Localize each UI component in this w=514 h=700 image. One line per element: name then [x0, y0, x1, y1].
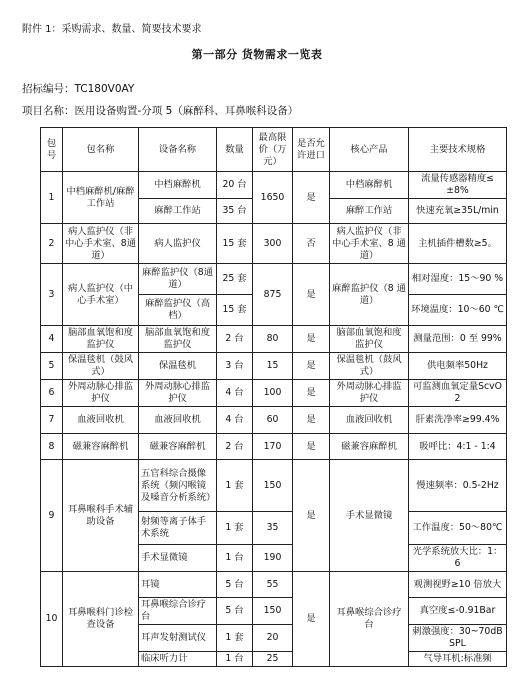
- header-cell: 核心产品: [330, 128, 409, 172]
- quantity: 3 台: [217, 353, 253, 380]
- package-number: 9: [41, 460, 63, 572]
- quantity: 1 套: [217, 625, 253, 652]
- equipment-name: 中档麻醉机: [139, 172, 217, 199]
- core-product: 病人监护仪（非中心手术室、8 通道）: [330, 224, 409, 264]
- tech-spec: 肝素洗净率≥99.4%: [409, 407, 507, 434]
- header-cell: 包名称: [63, 128, 139, 172]
- package-name: 病人监护仪（非中心手术室、8通道）: [63, 224, 139, 264]
- equipment-name: 麻醉监护仪（8通道）: [139, 264, 217, 295]
- tech-spec: 吸呼比：4:1 - 1:4: [409, 434, 507, 460]
- header-cell: 设备名称: [139, 128, 217, 172]
- equipment-name: 麻醉监护仪（高档）: [139, 295, 217, 326]
- table-header-row: [41, 128, 507, 172]
- core-product: 磁兼容麻醉机: [330, 434, 409, 460]
- package-number: 7: [41, 407, 63, 434]
- bid-number: 招标编号：TC180V0AY: [22, 83, 135, 95]
- import-allowed: 是: [293, 264, 330, 326]
- import-allowed: 是: [293, 407, 330, 434]
- header-cell: 包号: [41, 128, 63, 172]
- tech-spec: 工作温度：50～80℃: [409, 512, 507, 545]
- quantity: 5 台: [217, 598, 253, 625]
- table-row: [41, 434, 507, 460]
- import-allowed: 是: [293, 460, 330, 572]
- max-price: 170: [253, 434, 293, 460]
- equipment-name: 射频等离子体手术系统: [139, 512, 217, 545]
- max-price: 190: [253, 545, 293, 572]
- table-row: [41, 353, 507, 380]
- max-price: 300: [253, 224, 293, 264]
- package-number: 4: [41, 326, 63, 353]
- header-cell: 主要技术规格: [409, 128, 507, 172]
- tech-spec: 可监测血氧定量ScvO2: [409, 380, 507, 407]
- tech-spec: 刺激强度：30~70dB SPL: [409, 625, 507, 652]
- equipment-name: 手术显微镜: [139, 545, 217, 572]
- tech-spec: 气导耳机:标准频: [409, 652, 507, 667]
- header-cell: 最高限价（万元）: [253, 128, 293, 172]
- tech-spec: 流量传感器精度≤±8%: [409, 172, 507, 199]
- package-number: 2: [41, 224, 63, 264]
- tech-spec: 供电频率50Hz: [409, 353, 507, 380]
- equipment-name: 耳镜: [139, 572, 217, 598]
- max-price: 875: [253, 264, 293, 326]
- tech-spec: 快速充氧≥35L/min: [409, 199, 507, 224]
- package-number: 8: [41, 434, 63, 460]
- tech-spec: 光学系统放大比：1：6: [409, 545, 507, 572]
- import-allowed: 否: [293, 224, 330, 264]
- quantity: 15 套: [217, 224, 253, 264]
- equipment-name: 临床听力计: [139, 652, 217, 667]
- header-cell: 是否允许进口: [293, 128, 330, 172]
- max-price: 150: [253, 598, 293, 625]
- import-allowed: 是: [293, 380, 330, 407]
- tech-spec: 慢速频率：0.5-2Hz: [409, 460, 507, 512]
- page-title: 第一部分 货物需求一览表: [191, 48, 323, 61]
- quantity: 1 台: [217, 545, 253, 572]
- core-product: 麻醉工作站: [330, 199, 409, 224]
- package-name: 血液回收机: [63, 407, 139, 434]
- package-number: 3: [41, 264, 63, 326]
- max-price: 35: [253, 512, 293, 545]
- equipment-name: 脑部血氧饱和度监护仪: [139, 326, 217, 353]
- max-price: 1650: [253, 172, 293, 224]
- quantity: 35 台: [217, 199, 253, 224]
- package-name: 耳鼻喉科门诊检查设备: [63, 572, 139, 667]
- max-price: 20: [253, 625, 293, 652]
- import-allowed: 是: [293, 326, 330, 353]
- max-price: 100: [253, 380, 293, 407]
- core-product: 中档麻醉机: [330, 172, 409, 199]
- requirements-table: [40, 127, 507, 667]
- table-row: [41, 172, 507, 199]
- core-product: 手术显微镜: [330, 460, 409, 572]
- core-product: 保温毯机（鼓风式）: [330, 353, 409, 380]
- table-row: [41, 380, 507, 407]
- quantity: 4 台: [217, 380, 253, 407]
- package-name: 病人监护仪（中心手术室）: [63, 264, 139, 326]
- table-row: [41, 572, 507, 598]
- table-row: [41, 326, 507, 353]
- equipment-name: 保温毯机: [139, 353, 217, 380]
- package-name: 保温毯机（鼓风式）: [63, 353, 139, 380]
- import-allowed: 是: [293, 572, 330, 667]
- table-row: [41, 407, 507, 434]
- quantity: 4 台: [217, 407, 253, 434]
- package-name: 中档麻醉机/麻醉工作站: [63, 172, 139, 224]
- tech-spec: 观测视野≥10 倍放大: [409, 572, 507, 598]
- package-number: 6: [41, 380, 63, 407]
- package-name: 耳鼻喉科手术辅助设备: [63, 460, 139, 572]
- core-product: 麻醉监护仪（8 通道）: [330, 264, 409, 326]
- quantity: 5 台: [217, 572, 253, 598]
- header-cell: 数量: [217, 128, 253, 172]
- tech-spec: 测量范围：0 至 99%: [409, 326, 507, 353]
- package-number: 1: [41, 172, 63, 224]
- max-price: 80: [253, 326, 293, 353]
- package-name: 磁兼容麻醉机: [63, 434, 139, 460]
- max-price: 55: [253, 572, 293, 598]
- quantity: 15 套: [217, 295, 253, 326]
- import-allowed: 是: [293, 172, 330, 224]
- equipment-name: 病人监护仪: [139, 224, 217, 264]
- quantity: 1 套: [217, 460, 253, 512]
- equipment-name: 耳声发射测试仪: [139, 625, 217, 652]
- core-product: 脑部血氧饱和度监护仪: [330, 326, 409, 353]
- table-row: [41, 224, 507, 264]
- tech-spec: 主机插件槽数≥5。: [409, 224, 507, 264]
- equipment-name: 麻醉工作站: [139, 199, 217, 224]
- equipment-name: 耳鼻喉综合诊疗台: [139, 598, 217, 625]
- package-number: 5: [41, 353, 63, 380]
- attachment-heading: 附件 1：采购需求、数量、简要技术要求: [22, 24, 202, 35]
- core-product: 耳鼻喉综合诊疗台: [330, 572, 409, 667]
- quantity: 2 台: [217, 434, 253, 460]
- equipment-name: 磁兼容麻醉机: [139, 434, 217, 460]
- equipment-name: 外周动脉心排监护仪: [139, 380, 217, 407]
- tech-spec: 环境温度：10～60 ℃: [409, 295, 507, 326]
- max-price: 15: [253, 353, 293, 380]
- package-number: 10: [41, 572, 63, 667]
- table-row: [41, 264, 507, 295]
- tech-spec: 真空度≤-0.91Bar: [409, 598, 507, 625]
- core-product: 外周动脉心排监护仪: [330, 380, 409, 407]
- max-price: 25: [253, 652, 293, 667]
- quantity: 1 套: [217, 512, 253, 545]
- max-price: 60: [253, 407, 293, 434]
- quantity: 20 台: [217, 172, 253, 199]
- quantity: 1 台: [217, 652, 253, 667]
- package-name: 外周动脉心排监护仪: [63, 380, 139, 407]
- max-price: 150: [253, 460, 293, 512]
- import-allowed: 是: [293, 434, 330, 460]
- tech-spec: 相对湿度：15～90 %: [409, 264, 507, 295]
- quantity: 25 套: [217, 264, 253, 295]
- package-name: 脑部血氧饱和度监护仪: [63, 326, 139, 353]
- equipment-name: 五官科综合摄像系统（频闪喉镜及嗓音分析系统）: [139, 460, 217, 512]
- quantity: 2 台: [217, 326, 253, 353]
- table-row: [41, 460, 507, 512]
- project-name: 项目名称：医用设备购置-分项 5（麻醉科、耳鼻喉科设备）: [22, 105, 299, 117]
- import-allowed: 是: [293, 353, 330, 380]
- core-product: 血液回收机: [330, 407, 409, 434]
- equipment-name: 血液回收机: [139, 407, 217, 434]
